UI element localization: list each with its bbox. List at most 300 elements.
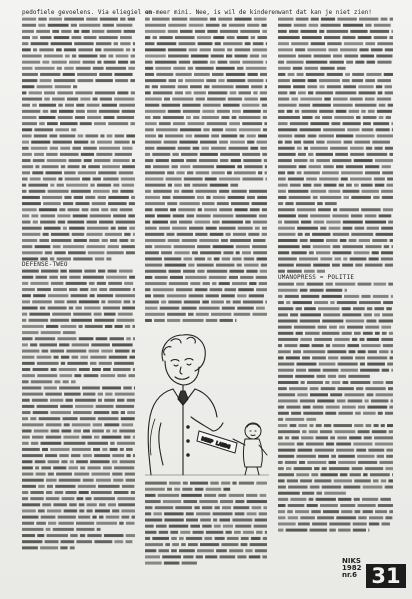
text-line-word (340, 504, 355, 507)
text-line-word (294, 141, 301, 144)
text-line-word (326, 406, 340, 409)
text-line-word (222, 221, 243, 224)
text-line-word (317, 270, 325, 273)
text-line-word (170, 531, 178, 534)
text-line-word (73, 313, 91, 316)
text-line-word (245, 42, 251, 45)
text-line-word (116, 55, 129, 58)
text-line-word (182, 239, 197, 242)
text-line-word (37, 534, 44, 537)
text-line-word (127, 399, 135, 402)
text-line-word (105, 233, 122, 236)
text-line-word (63, 331, 76, 334)
text-line-word (145, 208, 153, 211)
text-line-word (322, 467, 327, 470)
text-line-word (336, 517, 356, 520)
text-line-word (278, 147, 295, 150)
text-line-word (69, 504, 77, 507)
text-line-word (239, 92, 252, 95)
text-line-word (212, 73, 224, 76)
text-line-word (112, 510, 119, 513)
text-line-word (154, 245, 171, 248)
text-line-word (220, 319, 233, 322)
text-line-word (128, 374, 135, 377)
text-line-word (79, 338, 94, 341)
text-line-word (255, 550, 267, 553)
text-line-word (57, 338, 76, 341)
text-line-word (145, 294, 151, 297)
text-line-word (102, 448, 107, 451)
text-line-word (197, 550, 214, 553)
text-line-word (386, 116, 391, 119)
text-line-word (64, 442, 86, 445)
text-line-word (145, 135, 156, 138)
text-line-word (290, 122, 308, 125)
text-line-word (32, 171, 43, 174)
text-line-word (248, 233, 259, 236)
text-line-word (67, 98, 78, 101)
text-line-word (215, 506, 220, 509)
text-line-word (145, 531, 157, 534)
text-line-word (22, 184, 26, 187)
text-line-word (193, 61, 208, 64)
text-line-word (278, 221, 282, 224)
text-line-word (100, 18, 118, 21)
text-line-word (108, 55, 113, 58)
text-line-word (54, 251, 65, 254)
text-line-word (174, 251, 189, 254)
text-line-word (71, 128, 76, 131)
text-line-word (340, 239, 347, 242)
text-line-word (285, 418, 304, 421)
text-line-word (128, 215, 135, 218)
text-line-word (66, 282, 87, 285)
text-line-word (117, 442, 135, 445)
text-line-word (67, 362, 87, 365)
text-line-word (293, 85, 305, 88)
text-line-word (22, 48, 31, 51)
text-line-word (76, 522, 94, 525)
text-line-word (286, 301, 290, 304)
text-line-word (318, 208, 331, 211)
text-line-word (45, 393, 62, 396)
text-line-word (43, 202, 61, 205)
text-line-word (278, 18, 294, 21)
text-line-word (319, 135, 334, 138)
text-line-word (22, 547, 38, 550)
text-line-word (22, 374, 35, 377)
text-line-word (365, 221, 386, 224)
text-line-word (69, 467, 79, 470)
text-line-word (114, 467, 134, 470)
text-line-word (302, 110, 318, 113)
text-line-word (219, 282, 230, 285)
text-line-word (182, 488, 192, 491)
text-line-word (204, 494, 216, 497)
text-line-word (42, 448, 48, 451)
text-line-word (158, 494, 179, 497)
text-line-word (66, 350, 86, 353)
text-line-word (116, 24, 132, 27)
text-line-word (365, 24, 371, 27)
text-line-word (305, 332, 320, 335)
text-line-word (355, 264, 362, 267)
text-line-word (120, 448, 124, 451)
text-line-word (46, 497, 60, 500)
text-line-word (381, 18, 388, 21)
text-line-word (82, 387, 100, 390)
text-line-word (385, 85, 393, 88)
text-line-word (278, 190, 286, 193)
text-line-word (301, 30, 318, 33)
text-line-word (343, 227, 353, 230)
text-line-word (56, 48, 62, 51)
text-line-word (260, 92, 267, 95)
text-line-word (337, 67, 346, 70)
text-line-word (94, 454, 110, 457)
text-line-word (361, 208, 381, 211)
text-line-word (98, 196, 107, 199)
text-line-word (145, 178, 163, 181)
text-line-word (119, 171, 134, 174)
text-line-word (250, 543, 267, 546)
text-line-word (259, 513, 267, 516)
text-line-word (337, 400, 346, 403)
text-line-word (345, 73, 350, 76)
text-line-word (145, 245, 152, 248)
text-line-word (184, 258, 193, 261)
text-line-word (314, 480, 331, 483)
text-line-word (383, 208, 393, 211)
text-line-word (168, 30, 178, 33)
text-line-word (145, 525, 154, 528)
text-line-word (320, 227, 326, 230)
text-line-word (386, 455, 393, 458)
text-line-word (82, 178, 90, 181)
text-line-word (39, 417, 61, 420)
text-line-word (195, 488, 204, 491)
text-line-word (22, 473, 33, 476)
text-line-word (43, 110, 49, 113)
text-line-word (218, 61, 228, 64)
text-line-word (96, 405, 114, 408)
text-line-word (278, 24, 292, 27)
text-line-word (129, 227, 135, 230)
text-line-word (202, 525, 212, 528)
text-line-word (98, 270, 105, 273)
text-line-word (181, 494, 202, 497)
text-line-word (153, 36, 158, 39)
text-line-word (174, 190, 179, 193)
text-line-word (51, 430, 60, 433)
text-line-word (78, 135, 84, 138)
text-line-word (113, 184, 119, 187)
text-line-word (160, 85, 175, 88)
text-line-word (300, 517, 315, 520)
text-line-word (259, 215, 267, 218)
text-line-word (322, 295, 342, 298)
text-line-word (278, 338, 298, 341)
text-line-word (239, 116, 261, 119)
text-line-word (187, 171, 193, 174)
text-line-word (129, 276, 135, 279)
text-line-word (341, 171, 363, 174)
text-line-word (206, 79, 216, 82)
text-line-word (320, 474, 337, 477)
text-line-word (145, 122, 157, 125)
text-line-word (320, 258, 332, 261)
text-line-word (365, 79, 375, 82)
text-line-word (354, 159, 373, 162)
text-line-word (119, 270, 133, 273)
text-line-word (85, 135, 98, 138)
text-line-word (218, 18, 232, 21)
text-line-word (88, 442, 109, 445)
text-line-word (326, 283, 333, 286)
text-line-word (195, 190, 216, 193)
text-line-word (183, 500, 197, 503)
text-line-word (145, 128, 154, 131)
text-line-word (104, 399, 115, 402)
text-line-word (74, 374, 81, 377)
text-line-word (327, 42, 342, 45)
text-line-word (33, 294, 46, 297)
text-line-word (365, 42, 375, 45)
text-line-word (314, 338, 332, 341)
text-line-word (237, 67, 244, 70)
text-line-word (61, 461, 67, 464)
text-line-word (222, 258, 230, 261)
text-line-word (374, 424, 379, 427)
text-line-word (371, 400, 389, 403)
text-line-word (286, 467, 291, 470)
text-line-word (236, 215, 257, 218)
text-line-word (257, 258, 268, 261)
text-line-word (102, 387, 121, 390)
text-line-word (319, 110, 333, 113)
text-line-word (350, 147, 364, 150)
text-line-word (159, 227, 170, 230)
text-line-word (278, 510, 285, 513)
text-line-word (314, 221, 325, 224)
text-line-word (319, 30, 324, 33)
text-line-word (145, 270, 166, 273)
text-line-word (307, 85, 317, 88)
text-line-word (359, 301, 381, 304)
text-line-word (22, 294, 31, 297)
cartoon-caption: DEEP LANDS (200, 436, 231, 451)
text-line-word (83, 454, 92, 457)
text-line-word (386, 307, 392, 310)
text-line-word (88, 165, 100, 168)
text-line-word (328, 375, 336, 378)
text-line-word (87, 116, 101, 119)
text-line-word (329, 523, 350, 526)
text-line-word (278, 79, 290, 82)
text-line-word (74, 196, 83, 199)
text-line-word (73, 258, 93, 261)
text-line-word (103, 467, 112, 470)
text-line-word (22, 98, 42, 101)
text-line-word (301, 381, 305, 384)
text-line-word (69, 227, 85, 230)
text-line-word (262, 30, 267, 33)
text-line-word (311, 510, 321, 513)
text-line-word (121, 245, 135, 248)
text-line-word (45, 251, 52, 254)
text-line-word (145, 48, 166, 51)
text-line-word (320, 430, 332, 433)
text-line-word (87, 104, 100, 107)
text-line-word (175, 92, 183, 95)
text-line-word (93, 178, 101, 181)
text-line-word (38, 510, 45, 513)
text-line-word (164, 98, 170, 101)
text-line-word (261, 55, 267, 58)
text-line-word (206, 227, 217, 230)
text-line-word (22, 276, 33, 279)
text-line-word (156, 525, 167, 528)
text-line-word (349, 351, 356, 354)
text-line-word (385, 92, 393, 95)
text-line-word (367, 307, 372, 310)
text-line-word (145, 79, 166, 82)
text-line-word (120, 36, 132, 39)
text-line-word (213, 36, 224, 39)
text-line-word (40, 307, 46, 310)
text-line-word (215, 42, 221, 45)
text-line-word (44, 55, 63, 58)
text-line-word (342, 406, 356, 409)
text-line-word (278, 529, 284, 532)
column-2-text-block-1 (145, 16, 268, 324)
text-line-word (22, 221, 31, 224)
text-line-word (381, 251, 393, 254)
text-line-word (127, 411, 135, 414)
text-line-word (121, 417, 135, 420)
text-line-word (83, 276, 104, 279)
text-line-word (379, 215, 392, 218)
text-line-word (226, 531, 232, 534)
text-line-word (320, 67, 334, 70)
text-line-word (278, 498, 288, 501)
text-line-word (48, 461, 60, 464)
text-line-word (310, 122, 329, 125)
text-line-word (252, 245, 267, 248)
column-2-text-block-2 (145, 480, 268, 567)
text-line-word (41, 467, 51, 470)
text-line-word (132, 325, 135, 328)
text-line-word (318, 326, 327, 329)
text-line-word (92, 473, 111, 476)
text-line-word (291, 42, 308, 45)
text-line-word (373, 381, 384, 384)
text-line-word (22, 128, 32, 131)
text-line-word (252, 202, 268, 205)
text-line-word (90, 184, 94, 187)
text-line-word (97, 61, 101, 64)
text-line-word (145, 519, 162, 522)
text-line-word (293, 301, 312, 304)
text-line-word (113, 368, 131, 371)
text-line-word (378, 92, 383, 95)
text-line-word (190, 85, 202, 88)
text-line-word (388, 387, 393, 390)
text-line-word (253, 313, 268, 316)
text-line-word (22, 36, 30, 39)
text-line-word (278, 202, 283, 205)
text-column-3 (278, 10, 394, 534)
text-line-word (391, 351, 393, 354)
text-line-word (79, 510, 84, 513)
text-line-word (343, 122, 361, 125)
text-line-word (375, 443, 393, 446)
text-line-word (365, 165, 379, 168)
text-line-word (49, 18, 62, 21)
text-line-word (96, 42, 112, 45)
text-line-word (75, 92, 92, 95)
text-line-word (306, 73, 325, 76)
text-line-word (105, 325, 112, 328)
text-line-word (352, 73, 364, 76)
text-line-word (278, 141, 283, 144)
text-line-word (22, 504, 40, 507)
text-line-word (352, 79, 363, 82)
text-line-word (36, 276, 48, 279)
text-line-word (354, 480, 371, 483)
text-line-word (30, 178, 41, 181)
text-line-word (161, 251, 172, 254)
text-line-word (156, 128, 178, 131)
text-line-word (290, 498, 306, 501)
text-line-word (278, 128, 297, 131)
text-line-word (59, 454, 69, 457)
text-line-word (379, 116, 384, 119)
text-line-word (254, 525, 267, 528)
text-line-word (92, 430, 104, 433)
text-line-word (286, 406, 300, 409)
text-line-word (332, 344, 345, 347)
text-line-word (173, 196, 195, 199)
text-line-word (391, 122, 393, 125)
text-line-word (126, 454, 130, 457)
text-line-word (32, 399, 48, 402)
text-line-word (83, 479, 94, 482)
text-line-word (288, 73, 295, 76)
text-line-word (382, 165, 391, 168)
text-lines (278, 16, 394, 275)
text-line-word (319, 363, 336, 366)
text-line-word (366, 147, 372, 150)
text-line-word (33, 221, 38, 224)
text-line-word (312, 104, 331, 107)
text-line-word (256, 307, 265, 310)
text-line-word (162, 104, 181, 107)
text-line-word (60, 147, 70, 150)
text-line-word (196, 313, 209, 316)
text-line-word (365, 98, 375, 101)
text-line-word (338, 387, 354, 390)
text-line-word (34, 430, 49, 433)
text-line-word (363, 474, 368, 477)
text-line-word (58, 522, 73, 525)
text-line-word (278, 251, 289, 254)
text-line-word (22, 313, 27, 316)
text-line-word (286, 529, 308, 532)
text-line-word (172, 153, 178, 156)
text-line-word (228, 98, 242, 101)
text-line-word (116, 221, 135, 224)
